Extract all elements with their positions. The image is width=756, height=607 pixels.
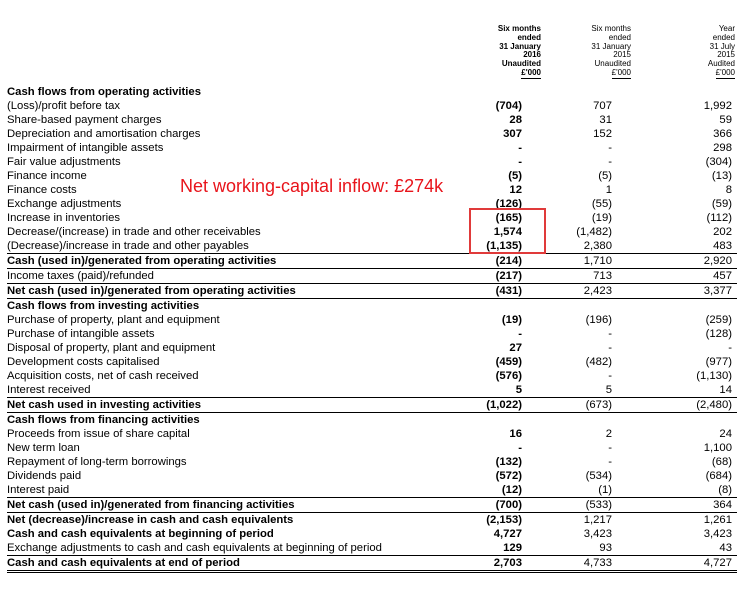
header-line: 2016 — [523, 50, 541, 60]
row-label: Net (decrease)/increase in cash and cash equivalents — [7, 514, 294, 526]
row-label: Net cash used in investing activities — [7, 399, 201, 411]
row-label: Dividends paid — [7, 470, 82, 482]
working-capital-annotation: Net working-capital inflow: £274k — [180, 176, 444, 196]
row-value: 129 — [503, 542, 522, 554]
row-label: Purchase of property, plant and equipment — [7, 314, 220, 326]
row-value: - — [518, 142, 522, 154]
row-value: 713 — [593, 270, 612, 282]
table-row — [7, 299, 737, 313]
row-value: (673) — [585, 399, 612, 411]
row-label: Disposal of property, plant and equipment — [7, 342, 216, 354]
row-label: Interest received — [7, 384, 91, 396]
row-value: 12 — [509, 184, 522, 196]
table-row — [7, 341, 737, 355]
row-value: 4,733 — [583, 557, 612, 569]
row-label: Cash flows from operating activities — [7, 86, 201, 98]
row-value: (112) — [706, 212, 732, 224]
row-value: 3,423 — [703, 528, 732, 540]
row-value: (1,130) — [696, 370, 732, 382]
row-value: (700) — [495, 499, 522, 511]
table-row — [7, 313, 737, 327]
row-label: (Decrease)/increase in trade and other payables — [7, 240, 249, 252]
table-row — [7, 85, 737, 99]
row-label: Finance costs — [7, 184, 77, 196]
header-line: Unaudited — [594, 59, 631, 69]
row-value: (59) — [711, 198, 732, 210]
row-value: - — [608, 328, 612, 340]
row-label: Cash flows from financing activities — [7, 414, 200, 426]
row-label: Impairment of intangible assets — [7, 142, 164, 154]
row-label: Finance income — [7, 170, 87, 182]
row-value: (68) — [711, 456, 732, 468]
table-row — [7, 483, 737, 497]
row-value: - — [608, 156, 612, 168]
row-value: 152 — [593, 128, 612, 140]
row-value: 3,423 — [583, 528, 612, 540]
row-value: (534) — [585, 470, 612, 482]
header-line: ended — [712, 32, 735, 42]
row-value: (482) — [585, 356, 612, 368]
row-value: 1,100 — [703, 442, 732, 454]
table-row — [7, 327, 737, 341]
row-value: (572) — [495, 470, 522, 482]
row-value: (2,480) — [696, 399, 732, 411]
header-line: Unaudited — [501, 59, 541, 69]
row-value: 93 — [599, 542, 612, 554]
table-row — [7, 541, 737, 555]
row-label: Income taxes (paid)/refunded — [7, 270, 154, 282]
row-value: (8) — [718, 484, 732, 496]
table-row — [7, 239, 737, 253]
column-header-h1-2015 — [591, 25, 631, 79]
row-value: 4,727 — [493, 528, 522, 540]
row-label: Share-based payment charges — [7, 114, 162, 126]
header-unit: £'000 — [715, 67, 735, 77]
table-row — [7, 369, 737, 383]
row-value: (5) — [508, 170, 522, 182]
row-label: Repayment of long-term borrowings — [7, 456, 187, 468]
row-value: (1) — [598, 484, 612, 496]
row-value: (165) — [495, 212, 522, 224]
table-row — [7, 355, 737, 369]
row-value: (132) — [495, 456, 522, 468]
column-header-h1-2016 — [498, 25, 541, 79]
row-label: Fair value adjustments — [7, 156, 121, 168]
column-header-fy-2015 — [708, 25, 735, 79]
row-value: 31 — [599, 114, 612, 126]
row-value: (684) — [705, 470, 732, 482]
row-label: Cash and cash equivalents at end of period — [7, 557, 240, 569]
table-row — [7, 383, 737, 397]
row-value: - — [608, 442, 612, 454]
table-row — [7, 127, 737, 141]
row-label: Net cash (used in)/generated from operating activities — [7, 285, 296, 297]
row-value: - — [518, 442, 522, 454]
row-value: (1,022) — [486, 399, 522, 411]
header-line: Six months — [591, 24, 631, 33]
row-value: 1,992 — [703, 100, 732, 112]
row-value: - — [608, 456, 612, 468]
row-value: - — [728, 342, 732, 354]
table-row — [7, 155, 737, 169]
row-value: (304) — [705, 156, 732, 168]
row-value: 366 — [713, 128, 732, 140]
row-value: 5 — [515, 384, 522, 396]
row-label: Cash and cash equivalents at beginning of period — [7, 528, 274, 540]
row-label: Acquisition costs, net of cash received — [7, 370, 199, 382]
header-line: Six months — [497, 24, 541, 33]
row-value: (217) — [495, 270, 522, 282]
table-row — [7, 211, 737, 225]
table-row — [7, 513, 737, 527]
row-value: (704) — [495, 100, 522, 112]
row-value: 707 — [593, 100, 612, 112]
row-value: (1,135) — [486, 240, 522, 252]
row-value: 2,380 — [583, 240, 612, 252]
header-line: 2015 — [613, 50, 631, 60]
row-label: (Loss)/profit before tax — [7, 100, 121, 112]
row-value: (533) — [585, 499, 612, 511]
row-value: 483 — [713, 240, 732, 252]
row-value: - — [608, 370, 612, 382]
header-line: 2015 — [717, 50, 735, 60]
row-label: Depreciation and amortisation charges — [7, 128, 201, 140]
row-value: (13) — [711, 170, 732, 182]
row-label: Proceeds from issue of share capital — [7, 428, 190, 440]
row-value: (5) — [598, 170, 612, 182]
row-value: - — [518, 328, 522, 340]
row-value: 1,261 — [703, 514, 732, 526]
row-value: (128) — [705, 328, 732, 340]
row-value: 1,710 — [583, 255, 612, 267]
row-value: (2,153) — [486, 514, 522, 526]
row-value: (977) — [705, 356, 732, 368]
table-row — [7, 555, 737, 573]
row-value: 14 — [719, 384, 732, 396]
row-value: 2,423 — [583, 285, 612, 297]
row-value: 59 — [719, 114, 732, 126]
row-value: (19) — [501, 314, 522, 326]
row-value: (1,482) — [576, 226, 612, 238]
row-value: - — [608, 342, 612, 354]
row-value: 2,920 — [703, 255, 732, 267]
row-value: 43 — [719, 542, 732, 554]
row-value: 457 — [713, 270, 732, 282]
table-row — [7, 441, 737, 455]
header-unit: £'000 — [521, 67, 541, 77]
row-value: - — [608, 142, 612, 154]
row-value: 298 — [713, 142, 732, 154]
row-value: (576) — [495, 370, 522, 382]
header-line: 31 July — [709, 41, 735, 51]
row-label: Decrease/(increase) in trade and other receivables — [7, 226, 261, 238]
header-line: Year — [718, 24, 735, 33]
row-value: (196) — [585, 314, 612, 326]
table-row — [7, 413, 737, 427]
row-value: 307 — [503, 128, 522, 140]
table-row — [7, 141, 737, 155]
working-capital-highlight-box — [469, 208, 546, 254]
table-row — [7, 527, 737, 541]
table-row — [7, 497, 737, 513]
table-row — [7, 283, 737, 299]
table-row — [7, 197, 737, 211]
row-value: 4,727 — [703, 557, 732, 569]
row-label: New term loan — [7, 442, 80, 454]
row-label: Net cash (used in)/generated from financing activities — [7, 499, 295, 511]
header-unit: £'000 — [611, 67, 631, 77]
row-value: 202 — [713, 226, 732, 238]
row-label: Interest paid — [7, 484, 70, 496]
header-line: ended — [517, 32, 541, 42]
row-value: (19) — [591, 212, 612, 224]
header-line: Audited — [707, 59, 735, 69]
row-label: Purchase of intangible assets — [7, 328, 155, 340]
table-row — [7, 427, 737, 441]
row-value: 27 — [509, 342, 522, 354]
row-value: (55) — [591, 198, 612, 210]
row-value: (12) — [501, 484, 522, 496]
row-value: (214) — [495, 255, 522, 267]
row-value: 3,377 — [703, 285, 732, 297]
row-value: 1 — [605, 184, 612, 196]
row-value: 364 — [713, 499, 732, 511]
row-label: Cash (used in)/generated from operating activities — [7, 255, 277, 267]
row-value: - — [518, 156, 522, 168]
table-row — [7, 253, 737, 269]
row-label: Exchange adjustments — [7, 198, 122, 210]
row-value: (126) — [495, 198, 522, 210]
table-row — [7, 113, 737, 127]
row-label: Cash flows from investing activities — [7, 300, 200, 312]
row-value: 1,217 — [583, 514, 612, 526]
row-value: 16 — [509, 428, 522, 440]
header-line: 31 January — [499, 41, 541, 51]
row-label: Exchange adjustments to cash and cash equivalents at beginning of period — [7, 542, 382, 554]
row-value: 1,574 — [493, 226, 522, 238]
row-label: Increase in inventories — [7, 212, 121, 224]
row-value: (459) — [495, 356, 522, 368]
row-value: 5 — [605, 384, 612, 396]
row-value: (259) — [705, 314, 732, 326]
table-row — [7, 225, 737, 239]
row-label: Development costs capitalised — [7, 356, 160, 368]
row-value: 8 — [725, 184, 732, 196]
header-line: 31 January — [591, 41, 631, 51]
table-row — [7, 455, 737, 469]
header-line: ended — [608, 32, 631, 42]
row-value: 24 — [719, 428, 732, 440]
table-row — [7, 269, 737, 283]
table-row — [7, 99, 737, 113]
row-value: 2,703 — [493, 557, 522, 569]
cash-flow-table — [7, 85, 737, 573]
row-value: 28 — [509, 114, 522, 126]
table-row — [7, 397, 737, 413]
row-value: 2 — [605, 428, 612, 440]
row-value: (431) — [495, 285, 522, 297]
table-row — [7, 469, 737, 483]
